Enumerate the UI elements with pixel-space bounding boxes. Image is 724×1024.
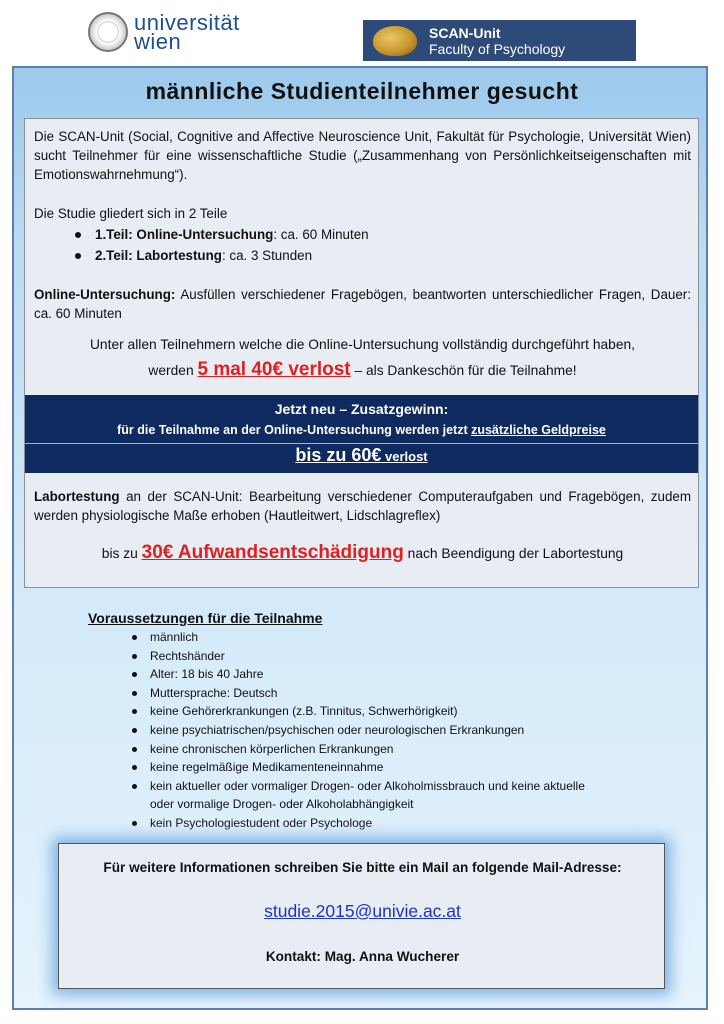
contact-box <box>58 843 665 989</box>
parts-intro: Die Studie gliedert sich in 2 Teile <box>34 206 228 221</box>
compensation-line: bis zu 30€ Aufwandsentschädigung nach Beendigung der Labortestung <box>101 542 624 563</box>
bullet-icon <box>132 784 137 789</box>
bullet-icon <box>132 821 137 826</box>
banner-headline: Jetzt neu – Zusatzgewinn: <box>274 401 449 417</box>
requirements-title: Voraussetzungen für die Teilnahme <box>88 610 323 626</box>
study-info-box <box>24 118 699 588</box>
contact-person: Kontakt: Mag. Anna Wucherer <box>265 949 460 964</box>
email-link[interactable]: studie.2015@univie.ac.at <box>264 901 461 921</box>
bullet-icon <box>132 728 137 733</box>
bullet-icon <box>75 253 81 259</box>
scan-name: SCAN-Unit <box>429 24 501 41</box>
page-title: männliche Studienteilnehmer gesucht <box>145 78 579 104</box>
raffle-line1: Unter allen Teilnehmern welche die Online-Untersuchung vollständig durchgeführt haben, <box>89 337 636 352</box>
contact-intro: Für weitere Informationen schreiben Sie bitte ein Mail an folgende Mail-Adresse: <box>103 860 622 875</box>
raffle-highlight: 5 mal 40€ verlost <box>197 359 351 380</box>
online-description: Online-Untersuchung: Ausfüllen verschiedener Fragebögen, beantworten unterschiedlicher Fragen, Dauer: ca. 60 Minuten <box>34 287 691 321</box>
university-logo <box>88 12 240 52</box>
scan-unit-logo <box>363 20 636 61</box>
scan-faculty: Faculty of Psychology <box>429 40 566 57</box>
intro-text: Die SCAN-Unit (Social, Cognitive and Affective Neuroscience Unit, Fakultät für Psychologie, Universität Wien) sucht Teilnehmer für eine wissenschaftliche Studie („Zusammenhang von Persönlichkeitseigenschaften mit Emotionswahrnehmung“). <box>34 129 691 182</box>
banner-subline: für die Teilnahme an der Online-Untersuchung werden jetzt zusätzliche Geldpreise <box>117 423 606 437</box>
university-seal-icon <box>88 12 128 52</box>
part-item: 2.Teil: Labortestung: ca. 3 Stunden <box>75 246 312 265</box>
banner-prize: bis zu 60€ verlost <box>295 445 428 465</box>
bullet-icon <box>132 691 137 696</box>
brain-icon <box>373 26 417 56</box>
compensation-highlight: 30€ Aufwandsentschädigung <box>141 542 404 563</box>
bullet-icon <box>75 232 81 238</box>
uni-name-line2: wien <box>134 29 182 54</box>
raffle-line2: werden 5 mal 40€ verlost – als Dankeschön für die Teilnahme! <box>148 359 577 380</box>
bullet-icon <box>132 747 137 752</box>
part-item: 1.Teil: Online-Untersuchung: ca. 60 Minuten <box>75 225 369 244</box>
bullet-icon <box>132 635 137 640</box>
header <box>0 0 724 66</box>
bonus-banner <box>25 395 698 473</box>
banner-divider <box>25 443 698 444</box>
lab-description: Labortestung an der SCAN-Unit: Bearbeitung verschiedener Computeraufgaben und Fragebögen, zudem werden physiologische Maße erhoben (Hautleitwert, Lidschlagreflex) <box>34 489 691 523</box>
bullet-icon <box>132 654 137 659</box>
uni-name-line1: universität <box>134 10 240 35</box>
